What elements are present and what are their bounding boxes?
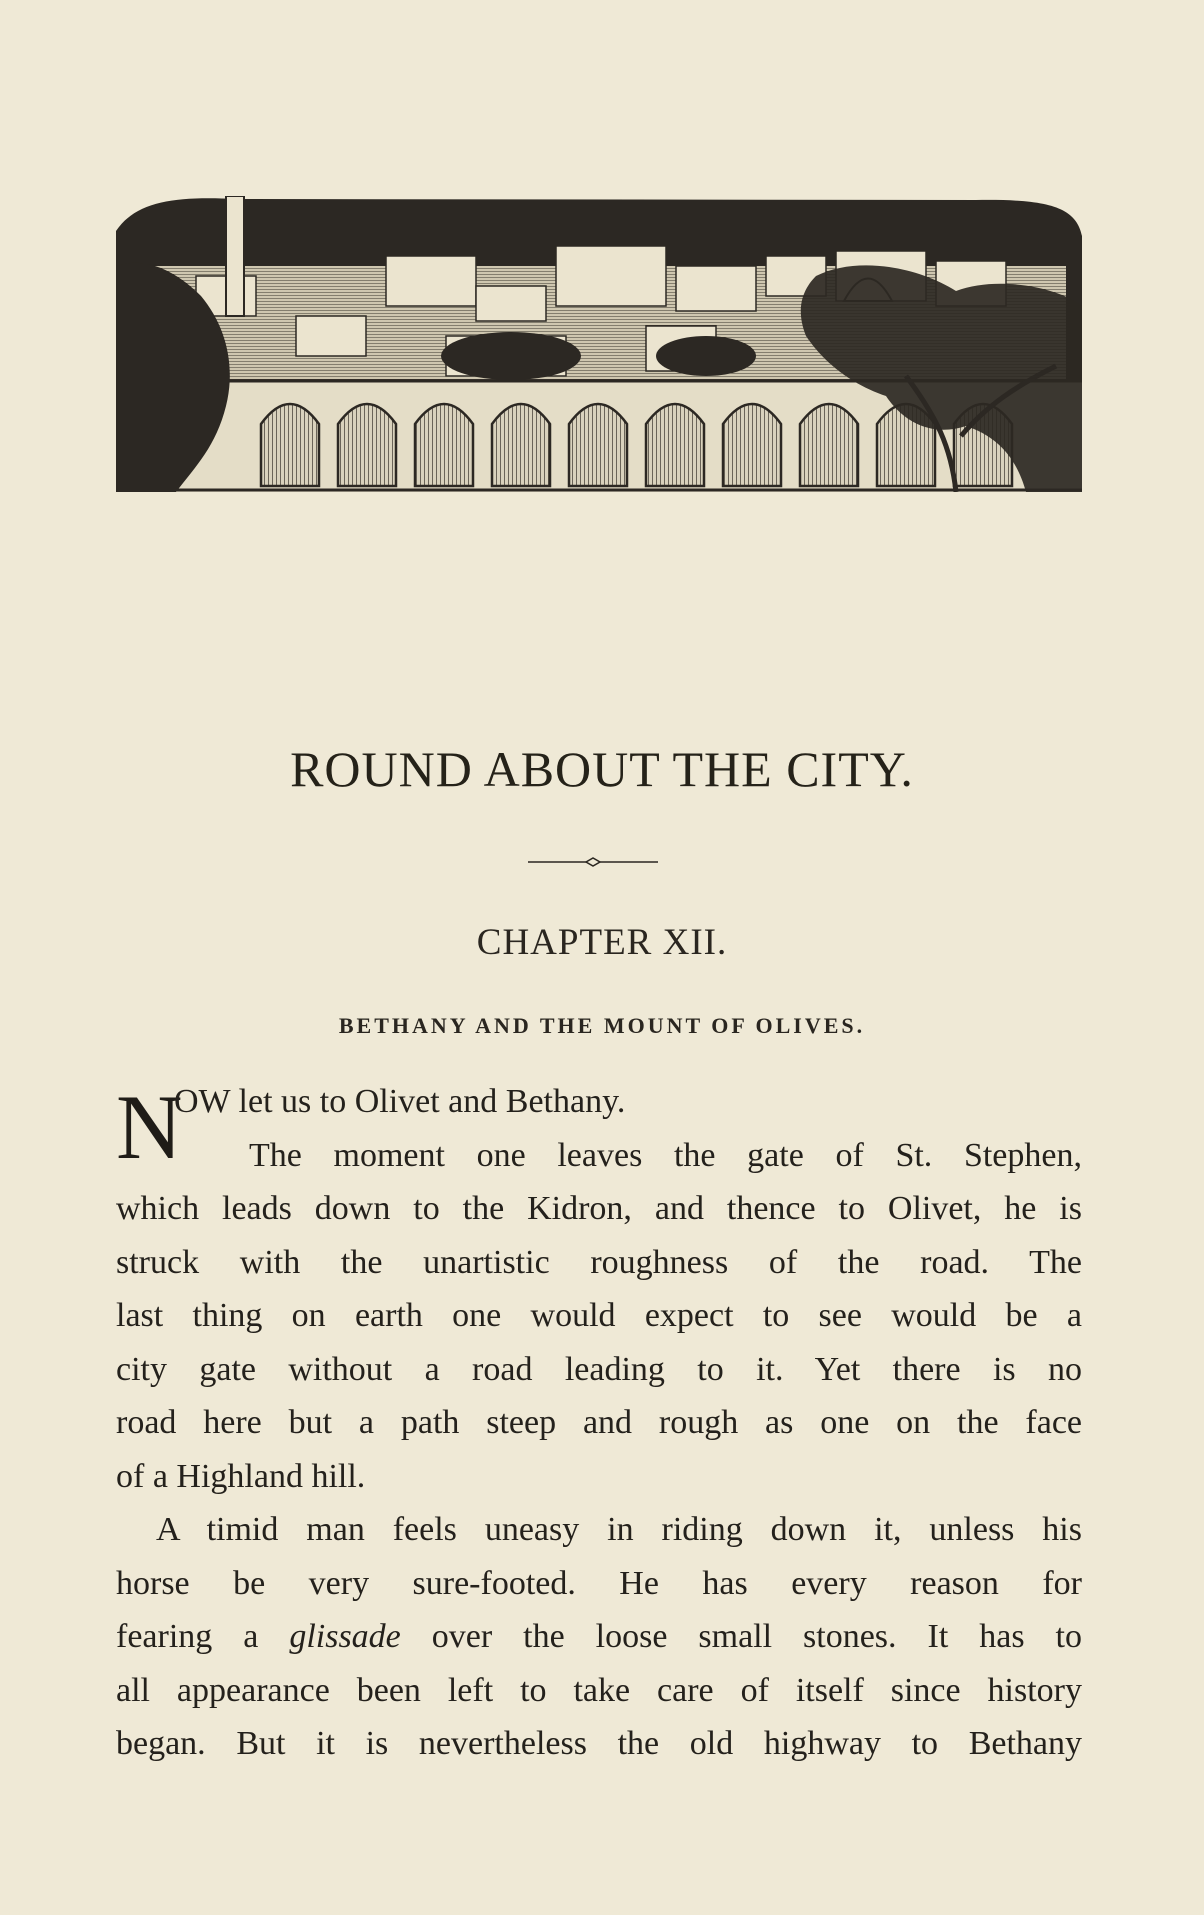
text-line: The moment one leaves the gate of St. Stephen, bbox=[249, 1136, 1082, 1174]
text-line: which leads down to the Kidron, and thence to Olivet, he is bbox=[116, 1190, 1082, 1227]
drop-cap: N bbox=[116, 1076, 183, 1178]
chapter-subtitle: BETHANY AND THE MOUNT OF OLIVES. bbox=[338, 1013, 866, 1038]
text-line: OW let us to Olivet and Bethany. bbox=[174, 1083, 626, 1120]
divider-ornament bbox=[528, 852, 658, 872]
text-segment: fearing a bbox=[116, 1618, 290, 1655]
chapter-heading: CHAPTER XII. bbox=[476, 922, 728, 963]
text-line: of a Highland hill. bbox=[116, 1457, 366, 1495]
text-line: struck with the unartistic roughness of the road. The bbox=[116, 1243, 1082, 1281]
italic-word: glissade bbox=[289, 1618, 401, 1655]
part-title: ROUND ABOUT THE CITY. bbox=[290, 741, 914, 797]
text-segment: over the loose small stones. It has to bbox=[400, 1618, 1082, 1655]
chapter-body bbox=[116, 1075, 1082, 1771]
text-line: horse be very sure-footed. He has every reason for bbox=[116, 1564, 1082, 1602]
text-line: road here but a path steep and rough as one on the face bbox=[116, 1404, 1082, 1441]
text-line: last thing on earth one would expect to see would be a bbox=[116, 1297, 1082, 1334]
text-line: all appearance been left to take care of itself since history bbox=[116, 1671, 1082, 1709]
text-line: city gate without a road leading to it. Yet there is no bbox=[116, 1350, 1082, 1388]
city-wall-engraving bbox=[116, 196, 1082, 492]
text-line: began. But it is nevertheless the old highway to Bethany bbox=[116, 1725, 1082, 1762]
text-line: A timid man feels uneasy in riding down it, unless his bbox=[156, 1511, 1082, 1548]
text-line-with-italic bbox=[116, 1610, 1082, 1664]
